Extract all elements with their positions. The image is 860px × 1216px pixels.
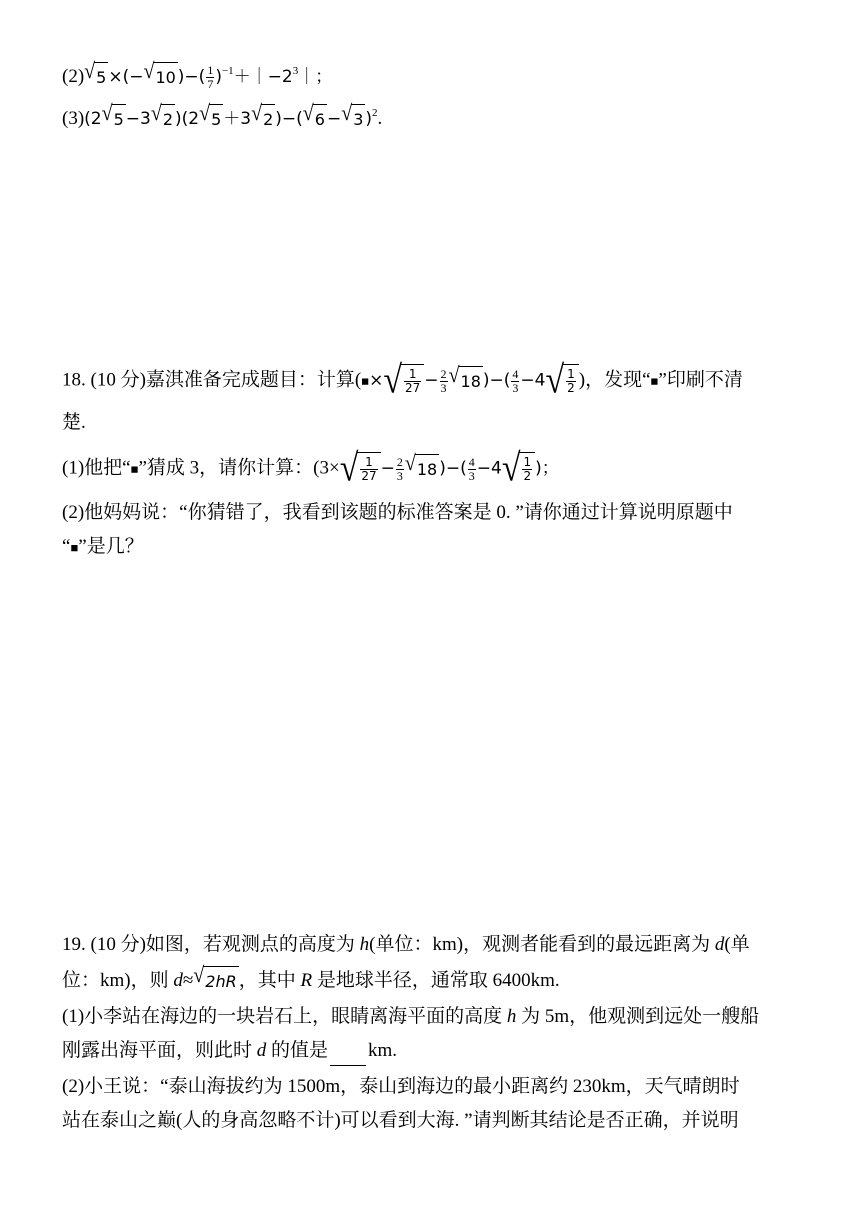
fraction: $\frac{4}{3}$ [468, 454, 475, 483]
sqrt-fraction: √ $\frac{1}{27}$ [340, 452, 381, 486]
fraction: $\frac{1}{7}$ [207, 63, 214, 92]
problem18-intro-line2 [62, 408, 86, 438]
problem19-text: (1)小李站在海边的一块岩石上，眼睛离海平面的高度 [62, 1006, 507, 1027]
problem19-text: 19. (10 分)如图，若观测点的高度为 [62, 934, 360, 955]
problem18-part1: (1)他把“■”猜成 3，请你计算：(3× √ $\frac{1}{27}$ − $\frac{2}{3}$ √ 18 )−( $\frac{4}{3}$ −4 √ $\frac{1}{2}$ )； [62, 447, 559, 490]
variable-d: d [173, 970, 183, 991]
smudge-mark: ■ [130, 461, 139, 477]
problem18-intro: 18. (10 分)嘉淇准备完成题目：计算(■× √ $\frac{1}{27}$ − $\frac{2}{3}$ √ 18 )−( $\frac{4}{3}$ −4 √ $\frac{1}{2}$ )，发现“■”印刷不清 [62, 359, 743, 402]
radicand: 2hR [203, 966, 238, 997]
problem19-part1-line1 [62, 1002, 759, 1032]
part-label: (2) [62, 66, 85, 87]
problem19-text: ，其中 [238, 970, 301, 991]
problem18-text: 楚. [62, 412, 86, 433]
sqrt-2hR: √ 2hR [193, 966, 238, 997]
problem18-text: ”是几？ [78, 536, 144, 557]
sqrt-fraction: √ $\frac{1}{2}$ [545, 364, 578, 398]
problem18-part2 [62, 498, 733, 528]
smudge-mark: ■ [361, 373, 370, 389]
problem19-text: 位：km)，则 [62, 970, 174, 991]
problem17-part3: (3)(2 √ 5 −3 √ 2 )(2 √ 5 ＋3 √ 2 )−( √ 6 − √ 3 )$^2$. [62, 104, 382, 135]
variable-h: h [506, 1006, 517, 1027]
problem17-part2: (2) √ 5 ×(− √ 10 )−( $\frac{1}{7}$ )$^{-1}+|-2^3|$； [62, 59, 333, 92]
problem19-text: 是地球半径，通常取 6400km. [312, 970, 560, 991]
fraction: $\frac{4}{3}$ [512, 366, 519, 395]
sqrt-expression: √ 2 [151, 104, 175, 135]
problem19-text: 为 5m，他观测到远处一艘船 [516, 1006, 760, 1027]
problem18-text: (2)他妈妈说：“你猜错了，我看到该题的标准答案是 0. ”请你通过计算说明原题中 [62, 502, 733, 523]
problem19-text: (单位：km)，观测者能看到的最远距离为 [369, 934, 715, 955]
problem18-text: 18. (10 分)嘉淇准备完成题目：计算( [62, 369, 362, 391]
approx-sign: ≈ [182, 970, 194, 991]
problem19-text: (2)小王说：“泰山海拔约为 1500m，泰山到海边的最小距离约 230km，天气晴朗时 [62, 1076, 740, 1097]
problem19-part1-line2 [62, 1036, 397, 1066]
part-label: (3) [62, 108, 85, 129]
variable-R: R [300, 970, 313, 991]
problem18-text: ”印刷不清 [658, 369, 743, 391]
smudge-mark: ■ [70, 540, 79, 555]
sqrt-fraction: √ $\frac{1}{2}$ [502, 452, 535, 486]
sqrt-fraction: √ $\frac{1}{27}$ [383, 364, 424, 398]
problem19-line1 [62, 930, 750, 960]
variable-h: h [359, 934, 370, 955]
sqrt-expression: √ 18 [449, 366, 483, 397]
problem19-text: 站在泰山之巅(人的身高忽略不计)可以看到大海. ”请判断其结论是否正确，并说明 [62, 1110, 739, 1131]
fraction: $\frac{2}{3}$ [440, 366, 447, 395]
problem18-text: )，发现“ [578, 369, 651, 391]
variable-d: d [714, 934, 725, 955]
problem18-text: “ [62, 536, 71, 557]
sqrt-expression: √ 5 [84, 62, 108, 93]
sqrt-expression: √ 6 [303, 104, 327, 135]
sqrt-expression: √ 5 [102, 104, 126, 135]
sqrt-expression: √ 5 [199, 104, 223, 135]
problem19-text: 刚露出海平面，则此时 [62, 1040, 257, 1061]
sqrt-expression: √ 3 [341, 104, 365, 135]
answer-blank[interactable] [330, 1045, 366, 1066]
variable-d: d [256, 1040, 267, 1061]
sqrt-expression: √ 2 [251, 104, 275, 135]
problem19-part2-line2 [62, 1106, 739, 1136]
problem19-part2-line1 [62, 1072, 740, 1102]
fraction: $\frac{2}{3}$ [396, 454, 403, 483]
problem18-text: ”猜成 3，请你计算：(3× [138, 457, 340, 479]
sqrt-expression: √ 18 [405, 454, 439, 485]
problem19-text: km. [368, 1040, 398, 1061]
smudge-mark: ■ [650, 373, 659, 389]
sqrt-expression: √ 10 [143, 62, 177, 93]
problem19-text: (单 [724, 934, 750, 955]
problem18-part2-line2 [62, 532, 144, 563]
problem18-text: (1)他把“ [62, 457, 131, 479]
problem19-line2 [62, 963, 560, 997]
problem19-text: 的值是 [266, 1040, 329, 1061]
